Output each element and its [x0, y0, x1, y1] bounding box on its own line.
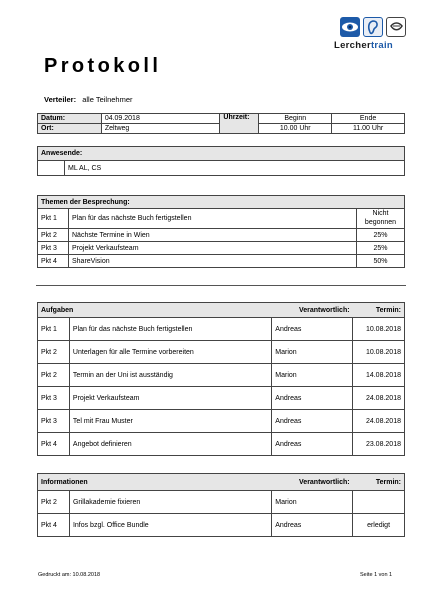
aufgaben-header: Aufgaben: [38, 303, 272, 318]
aufgaben-pkt: Pkt 3: [38, 410, 70, 433]
footer-page-number: Seite 1 von 1: [360, 572, 393, 578]
datum-label: Datum:: [38, 114, 102, 124]
themen-status: 25%: [357, 242, 405, 255]
mouth-icon: [386, 17, 406, 37]
aufgaben-termin: 23.08.2018: [353, 433, 405, 456]
informationen-table: [37, 473, 405, 537]
informationen-person: Marion: [272, 491, 353, 514]
themen-text: Nächste Termine in Wien: [69, 229, 357, 242]
informationen-termin-label: Termin:: [353, 474, 405, 491]
aufgaben-termin: 10.08.2018: [353, 341, 405, 364]
themen-status-line2: begonnen: [364, 218, 397, 226]
anwesende-value: ML AL, CS: [65, 161, 405, 176]
verteiler-line: [44, 95, 133, 104]
informationen-termin: [353, 491, 405, 514]
aufgaben-pkt: Pkt 4: [38, 433, 70, 456]
divider: [36, 285, 406, 286]
informationen-text: Infos bzgl. Office Bundle: [69, 514, 271, 537]
datum-value: 04.09.2018: [101, 114, 220, 124]
footer-printed-date: Gedruckt am: 10.08.2018: [38, 572, 101, 578]
themen-pkt: Pkt 2: [38, 229, 69, 242]
table-row: [38, 318, 405, 341]
table-row: [38, 242, 405, 255]
aufgaben-termin-label: Termin:: [353, 303, 405, 318]
aufgaben-person: Marion: [272, 341, 353, 364]
themen-status-line1: Nicht: [372, 210, 389, 218]
informationen-pkt: Pkt 4: [38, 514, 70, 537]
table-row: [38, 387, 405, 410]
table-row: [38, 491, 405, 514]
ort-value: Zeltweg: [101, 124, 220, 134]
informationen-header: Informationen: [38, 474, 272, 491]
informationen-verantwortlich-label: Verantwortlich:: [272, 474, 353, 491]
verteiler-value: alle Teilnehmer: [82, 95, 133, 104]
table-row: [38, 433, 405, 456]
ende-label: Ende: [332, 114, 405, 124]
aufgaben-text: Unterlagen für alle Termine vorbereiten: [69, 341, 271, 364]
aufgaben-table: [37, 302, 405, 456]
ort-label: Ort:: [38, 124, 102, 134]
aufgaben-person: Andreas: [272, 433, 353, 456]
anwesende-table: [37, 146, 405, 176]
anwesende-spacer: [38, 161, 65, 176]
aufgaben-verantwortlich-label: Verantwortlich:: [272, 303, 353, 318]
uhrzeit-label: Uhrzeit:: [220, 114, 259, 134]
anwesende-label: Anwesende:: [38, 147, 405, 161]
themen-status: [357, 209, 405, 229]
table-row: [38, 229, 405, 242]
ende-value: 11.00 Uhr: [332, 124, 405, 134]
themen-header: Themen der Besprechung:: [38, 196, 405, 209]
aufgaben-pkt: Pkt 1: [38, 318, 70, 341]
aufgaben-termin: 10.08.2018: [353, 318, 405, 341]
informationen-text: Grillakademie fixieren: [69, 491, 271, 514]
aufgaben-text: Plan für das nächste Buch fertigstellen: [69, 318, 271, 341]
themen-pkt: Pkt 1: [38, 209, 69, 229]
table-row: [38, 514, 405, 537]
table-row: [38, 364, 405, 387]
beginn-value: 10.00 Uhr: [259, 124, 332, 134]
themen-text: Plan für das nächste Buch fertigstellen: [69, 209, 357, 229]
aufgaben-person: Andreas: [272, 410, 353, 433]
themen-pkt: Pkt 3: [38, 242, 69, 255]
aufgaben-person: Andreas: [272, 387, 353, 410]
themen-status: 50%: [357, 255, 405, 268]
informationen-pkt: Pkt 2: [38, 491, 70, 514]
verteiler-label: Verteiler:: [44, 95, 77, 104]
aufgaben-text: Projekt Verkaufsteam: [69, 387, 271, 410]
aufgaben-termin: 24.08.2018: [353, 387, 405, 410]
table-row: [38, 255, 405, 268]
table-row: [38, 209, 405, 229]
logo-wordmark: Lerchertrain: [334, 40, 394, 51]
eye-icon: [340, 17, 360, 37]
aufgaben-text: Termin an der Uni ist ausständig: [69, 364, 271, 387]
aufgaben-text: Angebot definieren: [69, 433, 271, 456]
aufgaben-person: Andreas: [272, 318, 353, 341]
themen-pkt: Pkt 4: [38, 255, 69, 268]
aufgaben-person: Marion: [272, 364, 353, 387]
beginn-label: Beginn: [259, 114, 332, 124]
logo-icons: [340, 17, 408, 39]
meeting-info-table: [37, 113, 405, 134]
themen-table: [37, 195, 405, 268]
aufgaben-termin: 24.08.2018: [353, 410, 405, 433]
aufgaben-pkt: Pkt 2: [38, 341, 70, 364]
page-title: Protokoll: [44, 55, 162, 77]
themen-status: 25%: [357, 229, 405, 242]
themen-text: Projekt Verkaufsteam: [69, 242, 357, 255]
aufgaben-text: Tel mit Frau Muster: [69, 410, 271, 433]
themen-text: ShareVision: [69, 255, 357, 268]
aufgaben-pkt: Pkt 2: [38, 364, 70, 387]
aufgaben-pkt: Pkt 3: [38, 387, 70, 410]
table-row: [38, 410, 405, 433]
informationen-person: Andreas: [272, 514, 353, 537]
table-row: [38, 341, 405, 364]
informationen-termin: erledigt: [353, 514, 405, 537]
aufgaben-termin: 14.08.2018: [353, 364, 405, 387]
ear-icon: [363, 17, 383, 37]
